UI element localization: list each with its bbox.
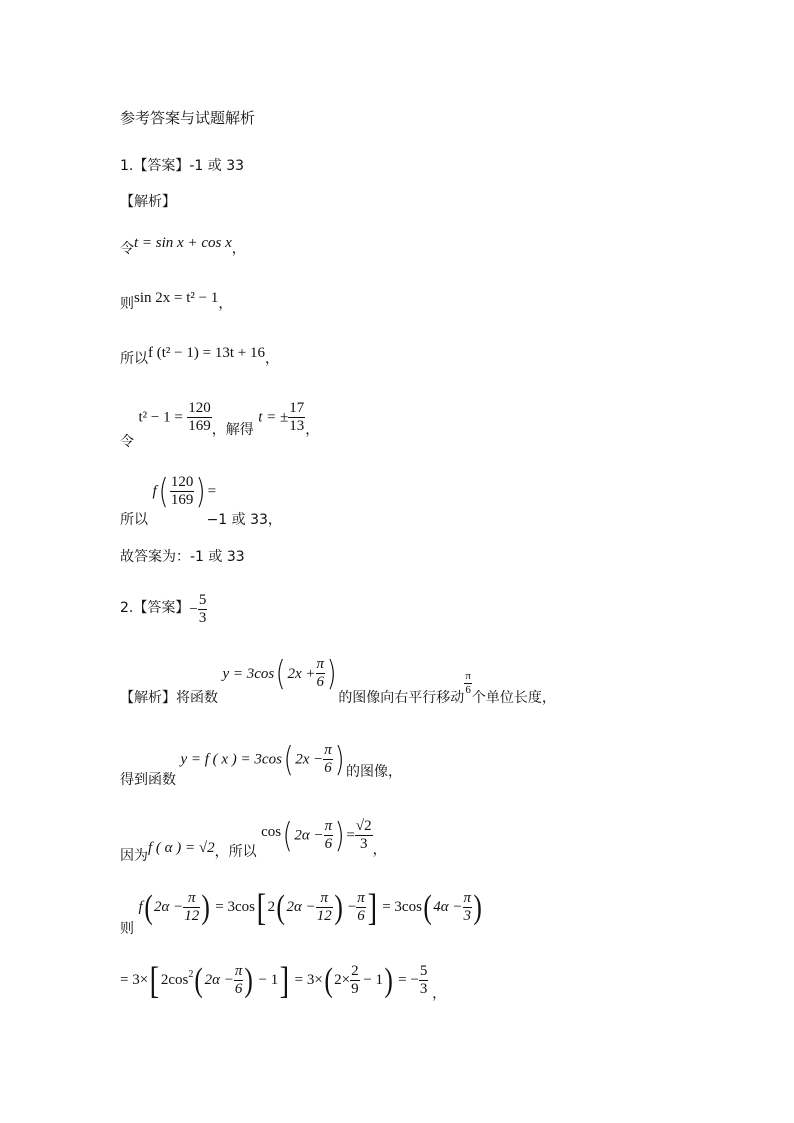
- q1-conclusion: 故答案为：-1 或 33: [120, 549, 245, 565]
- q2-step-5: [120, 959, 447, 1002]
- denominator: 6: [316, 674, 325, 690]
- math-expr: y = 3cos: [222, 665, 275, 682]
- paren-left: (: [283, 739, 294, 780]
- math-expr: 2α −: [294, 827, 324, 844]
- paren-right: ): [334, 739, 345, 780]
- step-text: 所以: [120, 351, 148, 367]
- denominator: 3: [359, 836, 368, 852]
- numerator: 120: [170, 474, 194, 490]
- fraction: [198, 592, 208, 627]
- step-text: ，: [432, 985, 447, 1002]
- math-expr: 2x +: [287, 665, 316, 682]
- math-expr: cos: [261, 823, 282, 840]
- step-text: 得到函数: [120, 771, 176, 788]
- math-expr: = 3×[ $2\cos^2(2\alpha$ − $\frac{\pi}{6}$ ) − 1] = 3×(2× $\frac{2}{9}$ − 1) = − $\frac{5}{3}$: [120, 959, 428, 1002]
- numerator: 17: [289, 400, 305, 416]
- numerator: π: [324, 818, 333, 834]
- denominator: 169: [170, 492, 194, 508]
- step-text: ，: [231, 241, 246, 257]
- fraction: [170, 474, 195, 509]
- paren-right: ): [334, 815, 345, 856]
- paren-left: (: [282, 815, 293, 856]
- numerator: 120: [188, 400, 211, 416]
- math-expr: f(2α − $\frac{\pi}{12}$ ) = 3cos[ 2(2α − $\frac{\pi}{12}$ ) − $\frac{\pi}{6}$ ] = 3cos(4α − $\frac{\pi}{3}$ ): [138, 886, 482, 929]
- denominator: 6: [324, 760, 332, 776]
- math-expr: t = ±: [258, 409, 289, 426]
- numerator: 5: [198, 592, 207, 608]
- fraction: [323, 742, 333, 777]
- page-title: 参考答案与试题解析: [120, 109, 256, 127]
- minus-sign: −: [189, 601, 198, 618]
- q2-step-1: [120, 653, 556, 706]
- fraction: [316, 656, 326, 691]
- paren-left: (: [158, 471, 169, 512]
- fraction: [464, 670, 472, 697]
- step-text: 个单位长度，: [471, 689, 556, 706]
- math-expr: sin 2x = t² − 1: [134, 290, 219, 306]
- math-expr: y = f ( x ) = 3cos: [180, 751, 282, 768]
- step-text: ，: [305, 421, 320, 438]
- step-text: −1 或 33，: [206, 511, 282, 528]
- math-expr: f (t² − 1) = 13t + 16: [148, 345, 265, 361]
- step-text: 令: [120, 433, 134, 450]
- step-text: 的图像向右平行移动: [338, 689, 465, 706]
- math-expr: t² − 1 =: [138, 409, 183, 426]
- equals-sign: =: [346, 827, 355, 844]
- q1-step-4: [120, 400, 320, 450]
- numerator: √2: [355, 818, 372, 834]
- q1-step-2: [120, 290, 233, 313]
- numerator: π: [465, 670, 471, 682]
- q1-analysis-label: 【解析】: [120, 194, 176, 210]
- fraction: [187, 400, 212, 435]
- q2-step-4: [120, 886, 483, 937]
- step-text: 因为: [120, 847, 148, 864]
- fraction: [288, 400, 305, 435]
- step-text: ，解得: [211, 421, 254, 438]
- paren-right: ): [326, 653, 337, 694]
- answer-label: 2.【答案】: [120, 599, 190, 616]
- math-expr: f ( α ) = √2: [148, 839, 215, 856]
- q2-answer: [120, 592, 207, 627]
- math-expr: t = sin x + cos x: [134, 235, 232, 251]
- step-text: 所以: [120, 511, 148, 528]
- q2-step-3: [120, 815, 387, 864]
- q1-step-5: [120, 471, 296, 528]
- step-text: ，: [372, 841, 387, 858]
- denominator: 6: [324, 836, 333, 852]
- numerator: π: [324, 742, 332, 758]
- denominator: 169: [188, 418, 211, 434]
- step-text: 【解析】将函数: [120, 689, 218, 706]
- step-text: 则: [120, 920, 134, 937]
- step-text: ，: [218, 296, 233, 312]
- q1-answer: 1.【答案】-1 或 33: [120, 158, 245, 174]
- denominator: 3: [198, 610, 207, 626]
- denominator: 13: [289, 418, 305, 434]
- step-text: 令: [120, 241, 134, 257]
- math-func: f: [152, 483, 157, 500]
- equals-sign: =: [207, 483, 217, 500]
- fraction: [324, 818, 334, 853]
- step-text: ，: [264, 351, 279, 367]
- step-text: 则: [120, 296, 134, 312]
- math-expr: 2x −: [295, 751, 324, 768]
- fraction: [355, 818, 373, 853]
- q2-step-2: [120, 739, 402, 788]
- q1-step-3: [120, 345, 279, 368]
- step-text: 的图像，: [346, 763, 402, 780]
- paren-right: ): [196, 471, 206, 512]
- paren-left: (: [275, 653, 286, 694]
- step-text: ，所以: [214, 843, 257, 860]
- numerator: π: [316, 656, 325, 672]
- denominator: 6: [465, 684, 471, 696]
- q1-step-1: [120, 235, 246, 258]
